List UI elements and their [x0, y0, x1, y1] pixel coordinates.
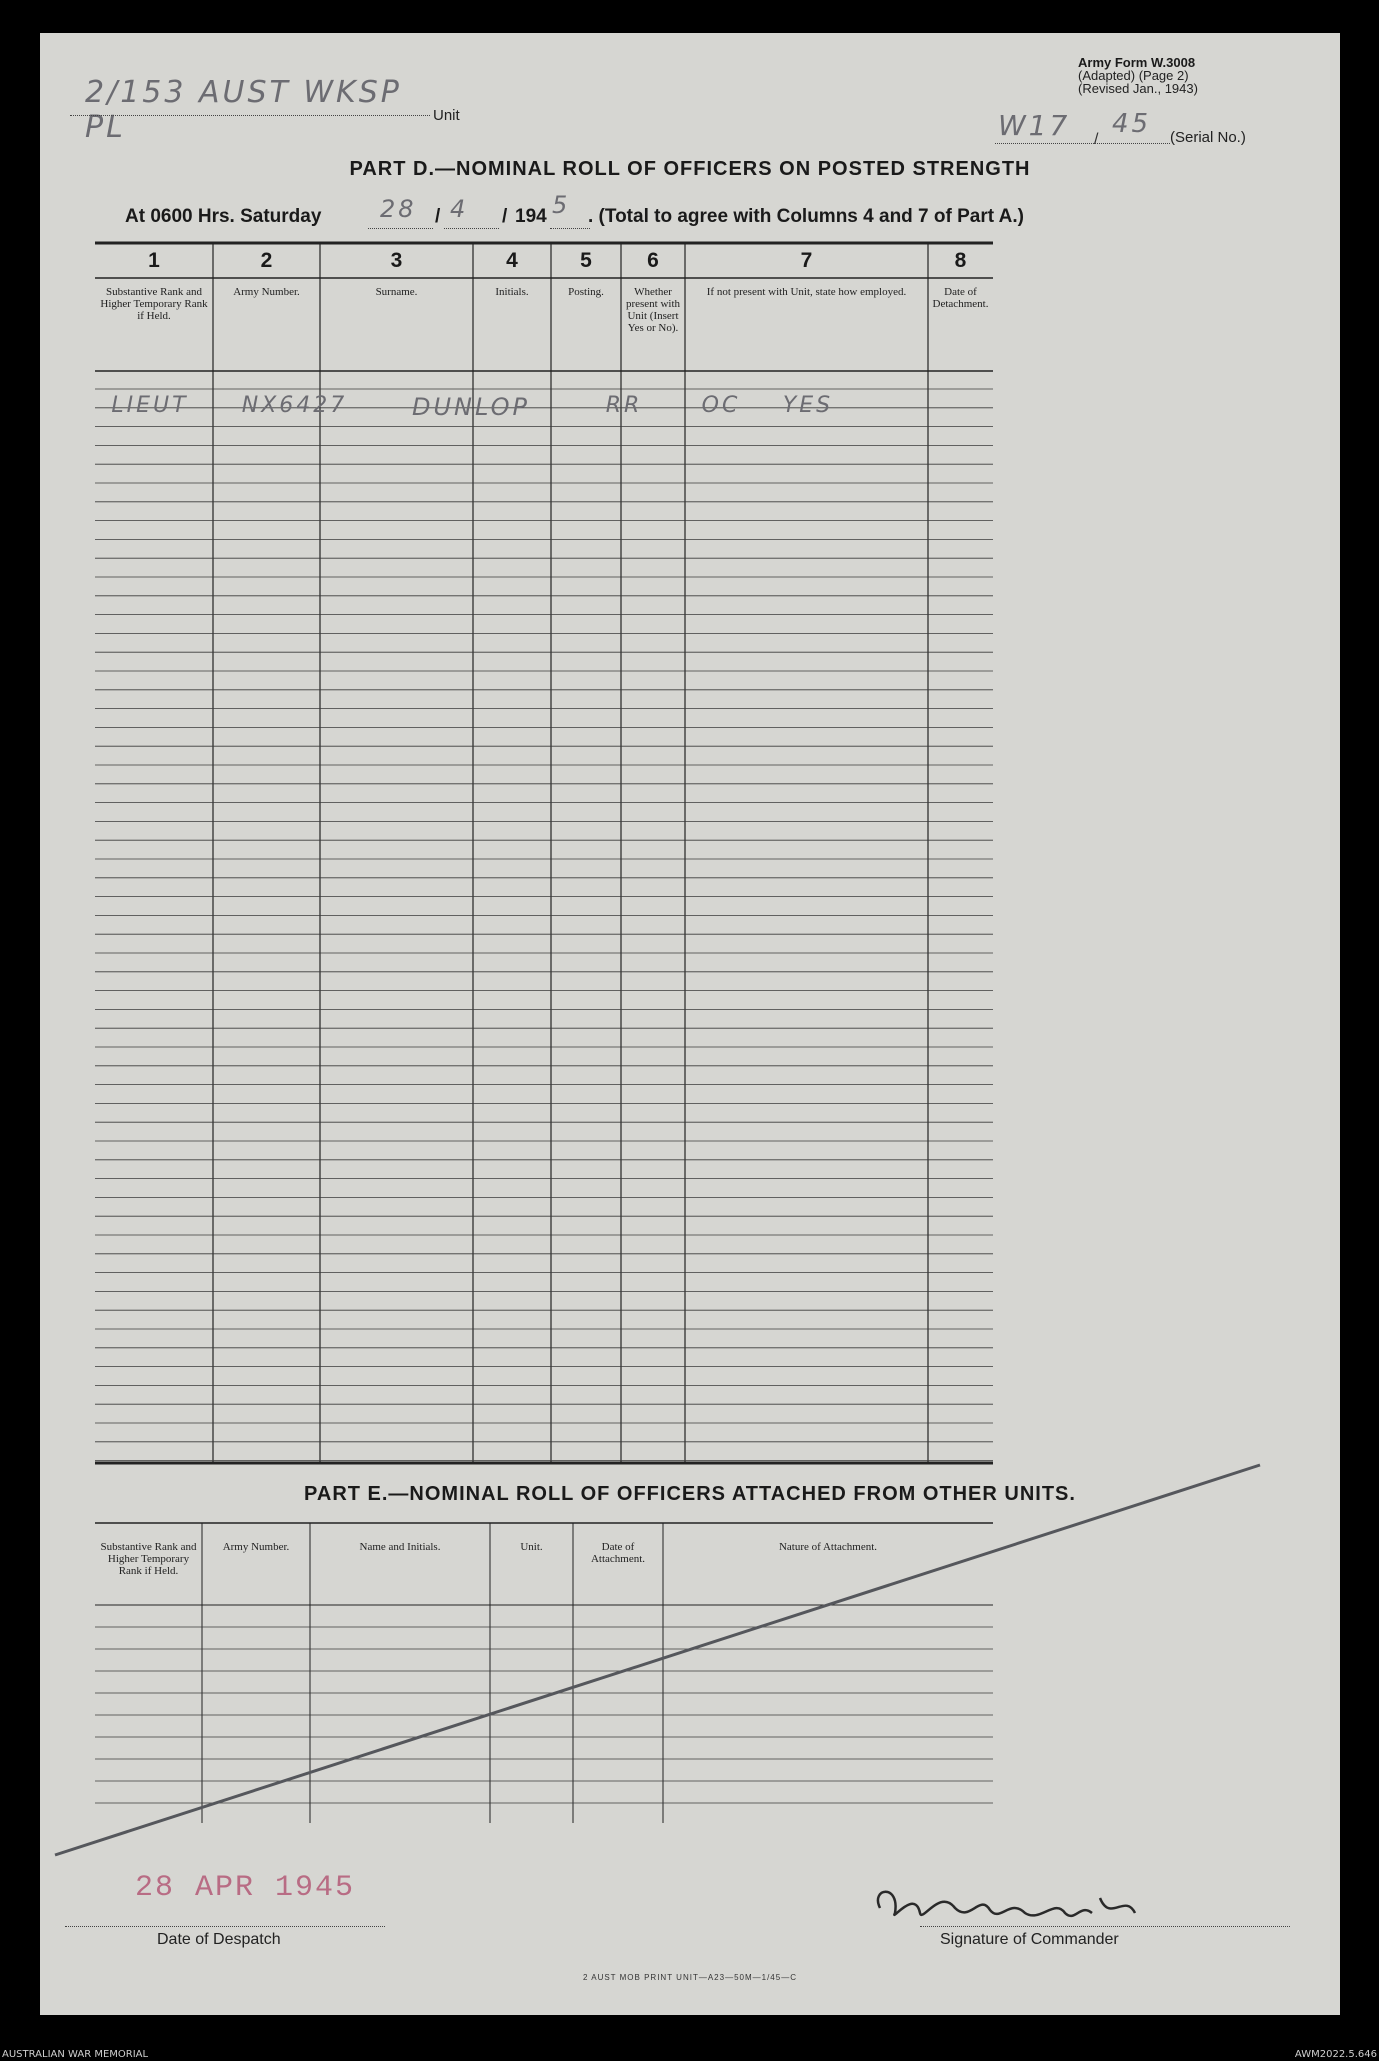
unit-label: Unit: [433, 107, 460, 124]
column-7-number: 7: [800, 249, 813, 272]
despatch-label: Date of Despatch: [157, 1931, 281, 1948]
column-3-number: 3: [390, 249, 403, 272]
column-1-number: 1: [148, 249, 160, 272]
serial-suffix: 45: [1112, 109, 1152, 139]
part-d-title: PART D.—NOMINAL ROLL OF OFFICERS ON POSTED STRENGTH: [349, 158, 1031, 180]
serial-prefix: W17: [998, 109, 1071, 142]
column-1-label: Substantive Rank and Higher Temporary Rank if Held.: [100, 286, 208, 322]
column-5-number: 5: [580, 249, 592, 272]
entry-army-number: NX6427: [241, 393, 348, 418]
column-8-label: Date of Detachment.: [932, 286, 989, 310]
commander-signature: [860, 1868, 1280, 1938]
date-year-digit: 5: [552, 191, 571, 219]
entry-surname: DUNLOP: [412, 393, 530, 421]
date-year-prefix: 194: [515, 206, 547, 227]
date-month: 4: [450, 195, 469, 223]
column-7-label: If not present with Unit, state how employed.: [706, 286, 907, 298]
date-day: 28: [380, 195, 417, 223]
part-e-title: PART E.—NOMINAL ROLL OF OFFICERS ATTACHED FROM OTHER UNITS.: [304, 1483, 1076, 1505]
printer-line: 2 AUST MOB PRINT UNIT—A23—50M—1/45—C: [583, 1973, 797, 1982]
archive-footer: [0, 2015, 1379, 2061]
despatch-stamp: 28 APR 1945: [135, 1871, 356, 1905]
total-note: . (Total to agree with Columns 4 and 7 of Part A.): [588, 206, 1024, 227]
signature-label: Signature of Commander: [940, 1931, 1119, 1948]
column-6-label: Whether present with Unit (Insert Yes or No).: [625, 286, 681, 334]
column-2-label: Army Number.: [233, 286, 300, 298]
form-sheet: 2/153 AUST WKSP PL Unit Army Form W.3008 (Adapted) (Page 2) (Revised Jan., 1943) W17 / 45 (Serial No.) PART D.—NOMINAL ROLL OF OFFICERS ON POSTED STRENGTH At 0600 Hrs. Saturday 28 / 4 / 194 5 . (Total to agree with Columns 4 and 7 of Part A.) 1 2 3 4 5 6 7 8 Substantive Rank and Higher Temporary Rank if Held. Army Number. Surname. Initials. Posting. Whether present with Unit (Insert Yes or No). If not present with Unit, state how employed. Date of Detachment. LIEUT NX6427 DUNLOP RR OC YES PART E.—NOMINAL ROLL OF OFFICERS ATTACHED FROM OTHER UNITS. Substantive Rank and Higher Temporary Rank if Held. Army Number. Name and Initials. Unit. Date of Attachment. Nature of Attachment. 28 APR 1945 Date of Despatch Signature of Commander 2 AUST MOB PRINT UNIT—A23—50M—1/45—C: [40, 33, 1340, 2015]
column-2-number: 2: [260, 249, 273, 272]
column-5-label: Posting.: [568, 286, 604, 298]
column-4-number: 4: [506, 249, 518, 272]
entry-posting: OC: [701, 393, 741, 418]
date-prefix: At 0600 Hrs. Saturday: [125, 206, 322, 227]
part-e-column-label: Date of Attachment.: [590, 1541, 646, 1565]
column-6-number: 6: [647, 249, 659, 272]
credit-right: AWM2022.5.646: [1294, 2049, 1377, 2060]
part-e-column-label: Army Number.: [222, 1541, 290, 1553]
form-revised: (Revised Jan., 1943): [1078, 81, 1198, 96]
part-e-column-label: Unit.: [520, 1541, 543, 1553]
part-e-column-label: Substantive Rank and Higher Temporary Rank if Held.: [100, 1541, 197, 1577]
form-id: Army Form W.3008: [1078, 55, 1196, 70]
credit-left: AUSTRALIAN WAR MEMORIAL: [2, 2049, 149, 2060]
form-adapted: (Adapted) (Page 2): [1078, 68, 1189, 83]
strike-through-line: [40, 33, 1340, 2015]
column-8-number: 8: [954, 249, 967, 272]
entry-present: YES: [782, 393, 834, 418]
unit-handwritten: 2/153 AUST WKSP PL: [85, 75, 402, 145]
column-4-label: Initials.: [495, 286, 529, 298]
entry-rank: LIEUT: [111, 393, 189, 418]
serial-label: (Serial No.): [1170, 129, 1246, 146]
entry-initials: RR: [605, 393, 643, 418]
part-e-column-label: Name and Initials.: [359, 1541, 441, 1553]
part-e-column-label: Nature of Attachment.: [778, 1541, 878, 1553]
column-3-label: Surname.: [375, 286, 418, 298]
